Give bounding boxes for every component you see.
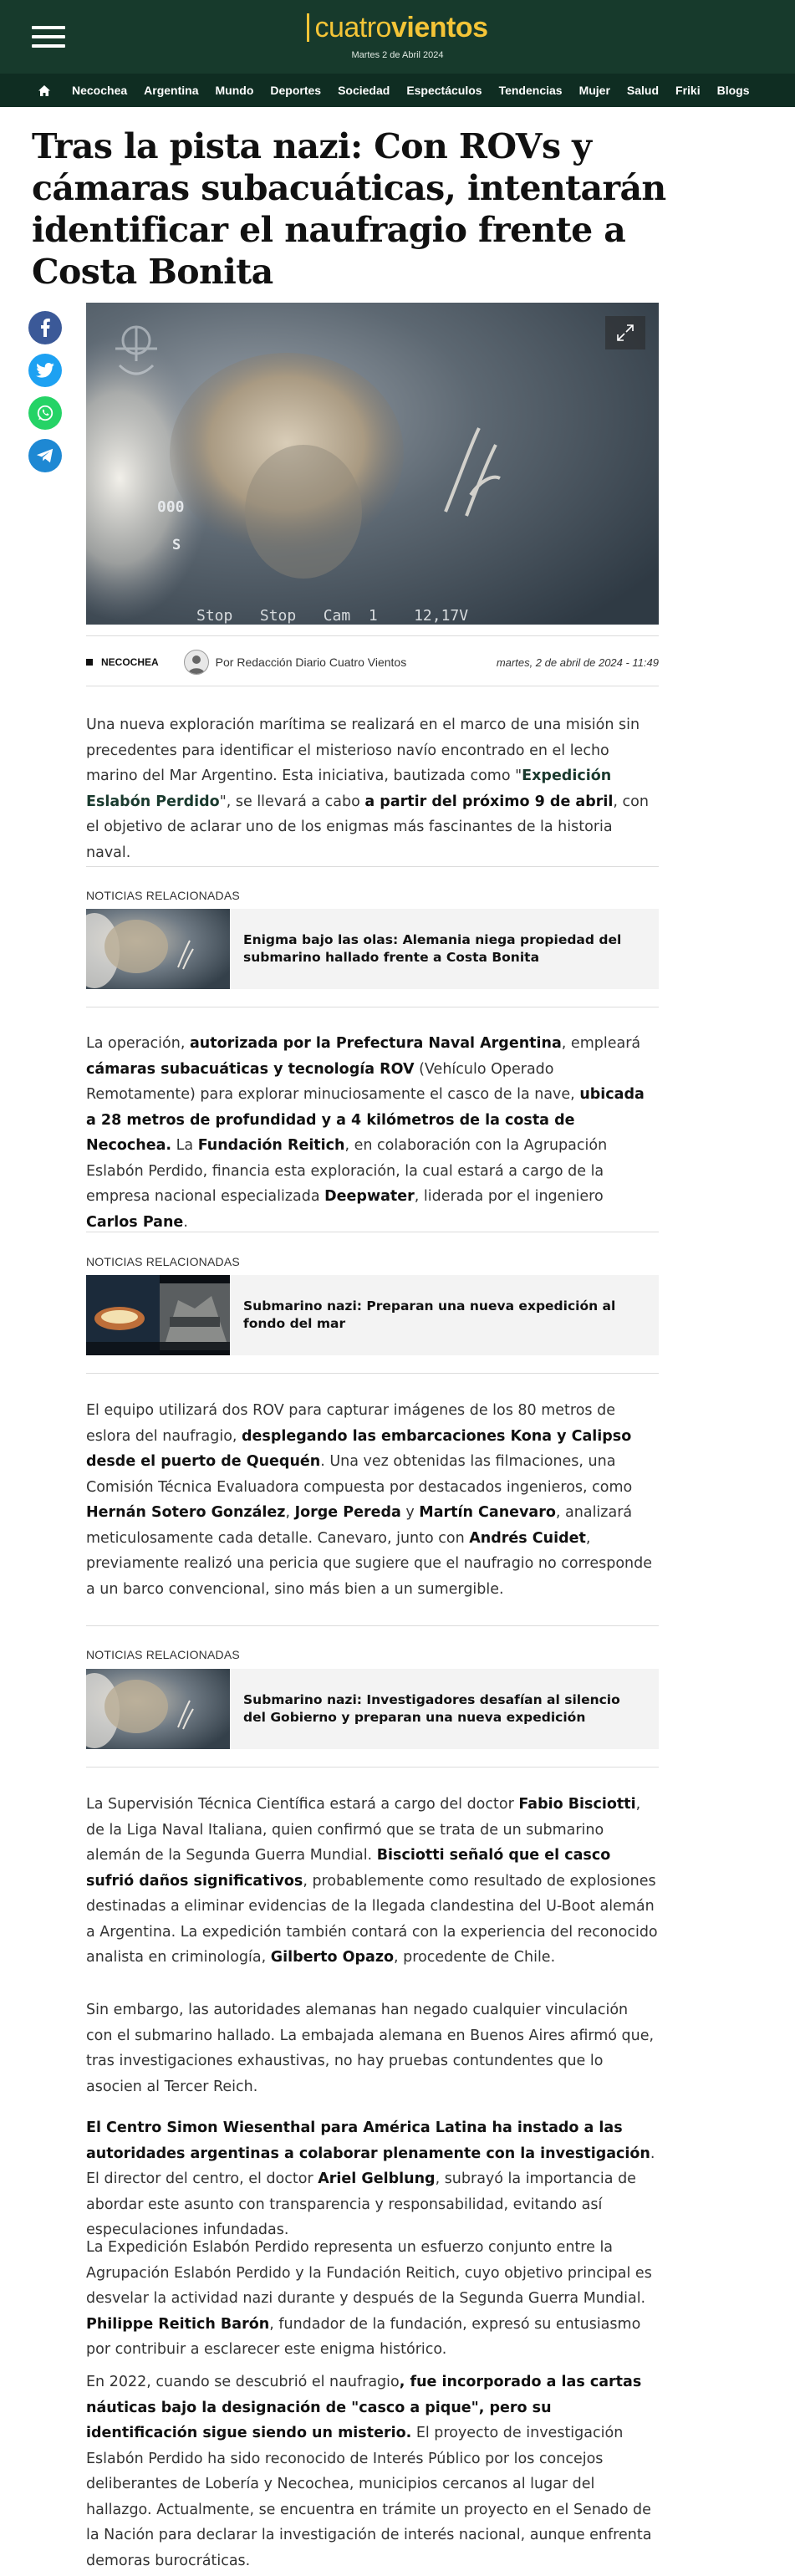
author-name[interactable]: Por Redacción Diario Cuatro Vientos bbox=[215, 655, 407, 669]
related-article[interactable] bbox=[86, 1669, 659, 1749]
main-nav bbox=[0, 74, 795, 107]
divider bbox=[86, 1373, 659, 1374]
nav-item-salud[interactable]: Salud bbox=[626, 84, 660, 97]
paragraph: El Centro Simon Wiesenthal para América Latina ha instado a las autoridades argentinas a colaborar plenamente con la investigación. El director del centro, el doctor Ariel Gelblung, subrayó la importancia de abordar este asunto con transparencia y responsabilidad, evitando así especulaciones infundadas. bbox=[86, 2119, 655, 2238]
author-avatar bbox=[184, 650, 209, 675]
nav-item-blogs[interactable]: Blogs bbox=[716, 84, 750, 97]
related-article[interactable] bbox=[86, 1275, 659, 1355]
related-title[interactable]: Submarino nazi: Preparan una nueva expedición al fondo del mar bbox=[243, 1298, 616, 1331]
header-date: Martes 2 de Abril 2024 bbox=[351, 50, 444, 60]
share-buttons bbox=[28, 311, 62, 482]
nav-item-argentina[interactable]: Argentina bbox=[144, 84, 199, 97]
home-icon[interactable] bbox=[38, 85, 50, 96]
paragraph: La Expedición Eslabón Perdido representa un esfuerzo conjunto entre la Agrupación Eslabón Perdido y la Fundación Reitich, cuyo objetivo principal es desvelar la actividad nazi durante y después de la Segunda Guerra Mundial. Philippe Reitich Barón, fundador de la fundación, expresó su entusiasmo por contribuir a esclarecer este enigma histórico. bbox=[86, 2239, 652, 2358]
section-label[interactable]: NECOCHEA bbox=[101, 656, 159, 668]
divider bbox=[86, 635, 659, 636]
related-label: NOTICIAS RELACIONADAS bbox=[86, 889, 240, 902]
nav-item-sociedad[interactable]: Sociedad bbox=[338, 84, 390, 97]
publish-date: martes, 2 de abril de 2024 - 11:49 bbox=[496, 655, 659, 669]
nav-item-deportes[interactable]: Deportes bbox=[270, 84, 322, 97]
site-logo[interactable]: cuatrovientos bbox=[0, 12, 795, 44]
article-title: Tras la pista nazi: Con ROVs y cámaras subacuáticas, intentarán identificar el naufragio frente a Costa Bonita bbox=[32, 126, 666, 292]
related-title[interactable]: Submarino nazi: Investigadores desafían al silencio del Gobierno y preparan una nueva expedición bbox=[243, 1692, 620, 1725]
nav-item-espectaculos[interactable]: Espectáculos bbox=[406, 84, 482, 97]
section-marker bbox=[86, 659, 93, 666]
nav-item-mujer[interactable]: Mujer bbox=[578, 84, 610, 97]
article-meta bbox=[86, 644, 659, 681]
nav-item-tendencias[interactable]: Tendencias bbox=[498, 84, 563, 97]
paragraph: Sin embargo, las autoridades alemanas han negado cualquier vinculación con el submarino hallado. La embajada alemana en Buenos Aires afirmó que, tras investigaciones exhaustivas, no hay pruebas contundentes que lo asocien al Tercer Reich. bbox=[86, 2002, 655, 2095]
divider bbox=[86, 866, 659, 867]
paragraph: Una nueva exploración marítima se realizará en el marco de una misión sin precedentes para identificar el misterioso navío encontrado en el lecho marino del Mar Argentino. Esta iniciativa, bautizada como "Expedición Eslabón Perdido", se llevará a cabo a partir del próximo 9 de abril, con el objetivo de aclarar uno de los enigmas más fascinantes de la historia naval. bbox=[86, 717, 649, 861]
nav-item-friki[interactable]: Friki bbox=[675, 84, 701, 97]
divider bbox=[86, 1625, 659, 1626]
hero-overlay-status: Stop Stop Cam 1 12,17V bbox=[196, 607, 469, 625]
whatsapp-share-icon[interactable] bbox=[28, 396, 62, 430]
related-thumbnail bbox=[86, 1669, 230, 1749]
hero-overlay-number: 000 bbox=[157, 498, 185, 516]
related-thumbnail bbox=[86, 909, 230, 989]
nav-item-mundo[interactable]: Mundo bbox=[215, 84, 254, 97]
related-label: NOTICIAS RELACIONADAS bbox=[86, 1255, 240, 1268]
paragraph: En 2022, cuando se descubrió el naufragio, fue incorporado a las cartas náuticas bajo la designación de "casco a pique", pero su identificación sigue siendo un misterio. El proyecto de investigación Eslabón Perdido ha sido reconocido de Interés Público por los concejos deliberantes de Lobería y Necochea, municipios cercanos al lugar del hallazgo. Actualmente, se encuentra en trámite un proyecto en el Senado de la Nación para declarar la investigación de interés nacional, aunque enfrenta demoras burocráticas. bbox=[86, 2374, 652, 2569]
site-header bbox=[0, 0, 795, 74]
related-title[interactable]: Enigma bajo las olas: Alemania niega propiedad del submarino hallado frente a Costa Bonita bbox=[243, 932, 622, 965]
nav-item-necochea[interactable]: Necochea bbox=[72, 84, 128, 97]
paragraph: La operación, autorizada por la Prefectura Naval Argentina, empleará cámaras subacuáticas y tecnología ROV (Vehículo Operado Remotamente) para explorar minuciosamente el casco de la nave, ubicada a 28 metros de profundidad y a 4 kilómetros de la costa de Necochea. La Fundación Reitich, en colaboración con la Agrupación Eslabón Perdido, financia esta exploración, la cual estará a cargo de la empresa nacional especializada Deepwater, liderada por el ingeniero Carlos Pane. bbox=[86, 1035, 645, 1231]
expand-icon[interactable] bbox=[605, 316, 645, 349]
facebook-share-icon[interactable] bbox=[28, 311, 62, 344]
paragraph: El equipo utilizará dos ROV para capturar imágenes de los 80 metros de eslora del naufragio, desplegando las embarcaciones Kona y Calipso desde el puerto de Quequén. Una vez obtenidas las filmaciones, una Comisión Técnica Evaluadora compuesta por destacados ingenieros, como Hernán Sotero González, Jorge Pereda y Martín Canevaro, analizará meticulosamente cada detalle. Canevaro, junto con Andrés Cuidet, previamente realizó una pericia que sugiere que el naufragio no corresponde a un barco convencional, sino más bien a un sumergible. bbox=[86, 1402, 652, 1598]
related-thumbnail bbox=[86, 1275, 230, 1355]
twitter-share-icon[interactable] bbox=[28, 354, 62, 387]
hero-image bbox=[86, 303, 659, 625]
related-article[interactable] bbox=[86, 909, 659, 989]
related-label: NOTICIAS RELACIONADAS bbox=[86, 1648, 240, 1661]
hero-overlay-letter: S bbox=[172, 537, 181, 553]
paragraph: La Supervisión Técnica Científica estará a cargo del doctor Fabio Bisciotti, de la Liga Naval Italiana, quien confirmó que se trata de un submarino alemán de la Segunda Guerra Mundial. Bisciotti señaló que el casco sufrió daños significativos, probablemente como resultado de explosiones destinadas a eliminar evidencias de la llegada clandestina del U-Boot alemán a Argentina. La expedición también contará con la experiencia del reconocido analista en criminología, Gilberto Opazo, procedente de Chile. bbox=[86, 1796, 658, 1966]
telegram-share-icon[interactable] bbox=[28, 439, 62, 472]
